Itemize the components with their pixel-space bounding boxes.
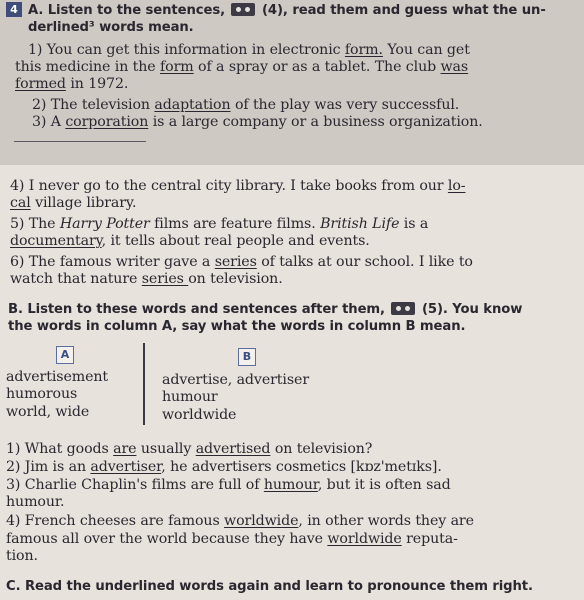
column-a-word: world, wide — [6, 404, 90, 420]
question-4-cont: famous all over the world because they have worldwide reputa- — [6, 531, 458, 547]
exercise-a-header: A. Listen to the sentences, (4), read them and guess what the un- — [28, 3, 546, 18]
sentence-6: 6) The famous writer gave a series of talks at our school. I like to — [10, 254, 473, 270]
column-b-label: B — [238, 348, 256, 366]
exercise-c-instruction: C. Read the underlined words again and learn to pronounce them right. — [6, 579, 533, 594]
column-b-word: worldwide — [162, 407, 237, 423]
sentence-2: 2) The television adaptation of the play was very successful. — [32, 97, 460, 113]
sentence-1-end: formed in 1972. — [15, 76, 129, 92]
column-a-word: humorous — [6, 386, 78, 402]
question-1: 1) What goods are usually advertised on television? — [6, 441, 373, 457]
sentence-5: 5) The Harry Potter films are feature films. British Life is a — [10, 216, 429, 232]
cassette-icon — [231, 3, 255, 16]
sentence-1-cont: this medicine in the form of a spray or as a tablet. The club was — [15, 59, 469, 75]
sentence-6-cont: watch that nature series on television. — [10, 271, 283, 287]
cassette-icon — [391, 302, 415, 315]
exercise-number-badge: 4 — [6, 2, 22, 17]
question-4: 4) French cheeses are famous worldwide, in other words they are — [6, 513, 474, 529]
question-2: 2) Jim is an advertiser, he advertisers cosmetics [kɒz'metɪks]. — [6, 459, 442, 475]
question-4-end: tion. — [6, 548, 38, 564]
column-a-word: advertisement — [6, 369, 109, 385]
column-b-word: humour — [162, 389, 218, 405]
column-divider — [143, 343, 145, 425]
decorative-rule — [14, 141, 146, 142]
sentence-4: 4) I never go to the central city library. I take books from our lo- — [10, 178, 466, 194]
exercise-b-header-line2: the words in column A, say what the words in column B mean. — [8, 319, 466, 334]
sentence-1: 1) You can get this information in electronic form. You can get — [28, 42, 470, 58]
column-b-word: advertise, advertiser — [162, 372, 310, 388]
exercise-b-header: B. Listen to these words and sentences after them, (5). You know — [8, 302, 523, 317]
exercise-a-header-line2: derlined³ words mean. — [28, 20, 194, 35]
question-3-cont: humour. — [6, 494, 65, 510]
question-3: 3) Charlie Chaplin's films are full of humour, but it is often sad — [6, 477, 451, 493]
sentence-4-cont: cal village library. — [10, 195, 137, 211]
sentence-3: 3) A corporation is a large company or a business organization. — [32, 114, 483, 130]
sentence-5-cont: documentary, it tells about real people and events. — [10, 233, 370, 249]
column-a-label: A — [56, 346, 74, 364]
